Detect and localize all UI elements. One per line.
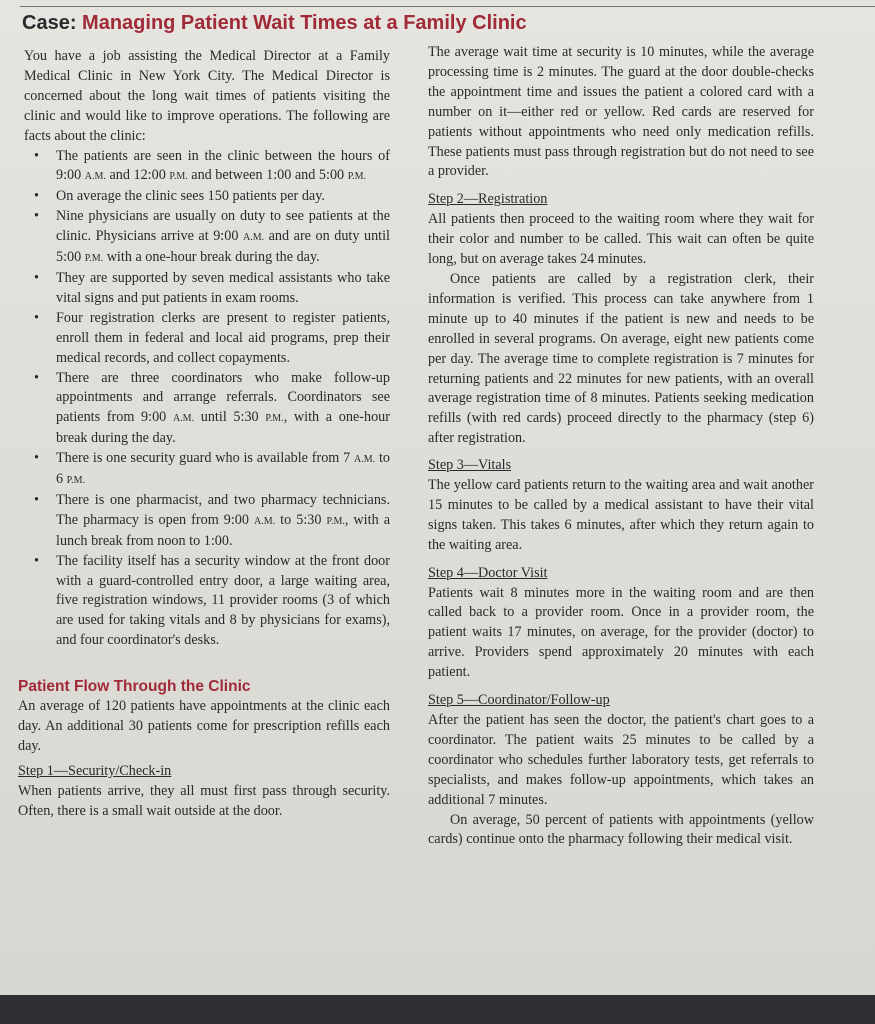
step2-heading: Step 2—Registration: [428, 191, 548, 208]
step2-paragraph-1: All patients then proceed to the waiting room where they wait for their color and number to be called. This wait can often be quite long, but on average takes 24 minutes.: [428, 211, 814, 268]
fact-item: • On average the clinic sees 150 patients per day.: [24, 187, 390, 207]
fact-item: • There is one security guard who is available from 7 A.M. to 6 P.M.: [24, 449, 390, 491]
step5-paragraph-2: On average, 50 percent of patients with appointments (yellow cards) continue onto the pharmacy following their medical visit.: [428, 811, 814, 848]
fact-item: • Nine physicians are usually on duty to see patients at the clinic. Physicians arrive at 9:00 A.M. and are on duty until 5:00 P.M. with a one-hour break during the day.: [24, 207, 390, 269]
step5-heading: Step 5—Coordinator/Follow-up: [428, 692, 610, 709]
dark-background-edge: [0, 995, 875, 1024]
left-column: [18, 47, 390, 822]
step4-paragraph: Patients wait 8 minutes more in the waiting room and are then called back to a provider room. Once in a provider room, the patient waits 17 minutes, on average, for the provider (doctor) to arrive. Providers spend approximately 20 minutes with each patient.: [428, 584, 814, 681]
step3-paragraph: The yellow card patients return to the waiting area and wait another 15 minutes to be called by a medical assistant to have their vital signs taken. This takes 6 minutes, after which they return again to the waiting area.: [428, 477, 814, 553]
case-label: Case:: [22, 12, 77, 34]
fact-item: • They are supported by seven medical assistants who take vital signs and put patients in exam rooms.: [24, 269, 390, 309]
page-title: [22, 12, 527, 35]
patient-flow-paragraph: An average of 120 patients have appointments at the clinic each day. An additional 30 patients come for prescription refills each day.: [18, 698, 390, 754]
intro-paragraph: You have a job assisting the Medical Director at a Family Medical Clinic in New York City. The Medical Director is concerned about the long wait times of patients visiting the clinic and would like to improve operations. The following are facts about the clinic:: [24, 48, 390, 144]
case-title: Managing Patient Wait Times at a Family Clinic: [82, 12, 527, 34]
fact-item: • There is one pharmacist, and two pharmacy technicians. The pharmacy is open from 9:00 A.M. to 5:30 P.M., with a lunch break from noon to 1:00.: [24, 491, 390, 552]
fact-item: • Four registration clerks are present to register patients, enroll them in federal and local aid programs, prep their medical records, and collect copayments.: [24, 309, 390, 369]
step4-heading: Step 4—Doctor Visit: [428, 564, 548, 581]
top-rule: [20, 6, 875, 7]
step1-heading: Step 1—Security/Check-in: [18, 762, 172, 779]
facts-list: [24, 147, 390, 652]
right-column: [428, 43, 814, 850]
step5-paragraph-1: After the patient has seen the doctor, the patient's chart goes to a coordinator. The patient waits 25 minutes to be called by a coordinator who schedules further laboratory tests, get referrals to specialists, and makes follow-up appointments, which takes an additional 7 minutes.: [428, 712, 814, 808]
step3-heading: Step 3—Vitals: [428, 457, 512, 474]
fact-item: • The patients are seen in the clinic between the hours of 9:00 A.M. and 12:00 P.M. and between 1:00 and 5:00 P.M.: [24, 147, 390, 188]
fact-item: • There are three coordinators who make follow-up appointments and arrange referrals. Coordinators see patients from 9:00 A.M. until 5:30 P.M., with a one-hour break during the day.: [24, 369, 390, 450]
section-heading-patient-flow: Patient Flow Through the Clinic: [18, 678, 251, 696]
security-paragraph: The average wait time at security is 10 minutes, while the average processing time is 2 minutes. The guard at the door double-checks the appointment time and issues the patient a colored card with a number on it—either red or yellow. Red cards are reserved for patients without appointments who need only medication refills. These patients must pass through registration but do not need to see a provider.: [428, 44, 814, 180]
step2-paragraph-2: Once patients are called by a registration clerk, their information is verified. This process can take anywhere from 1 minute up to 40 minutes if the patient is new and needs to be enrolled in several programs. On average, eight new patients come per day. The average time to complete registration is 7 minutes for returning patients and 22 minutes for new patients, with an overall average registration time of 8 minutes. Patients seeking medication refills (with red cards) proceed directly to the pharmacy (step 6) after registration.: [428, 270, 814, 447]
fact-item: • The facility itself has a security window at the front door with a guard-controlled entry door, a large waiting area, five registration windows, 11 provider rooms (3 of which are used for taking vitals and 8 by physicians for exams), and four coordinator's desks.: [24, 552, 390, 652]
step1-paragraph: When patients arrive, they all must first pass through security. Often, there is a small wait outside at the door.: [18, 782, 390, 819]
